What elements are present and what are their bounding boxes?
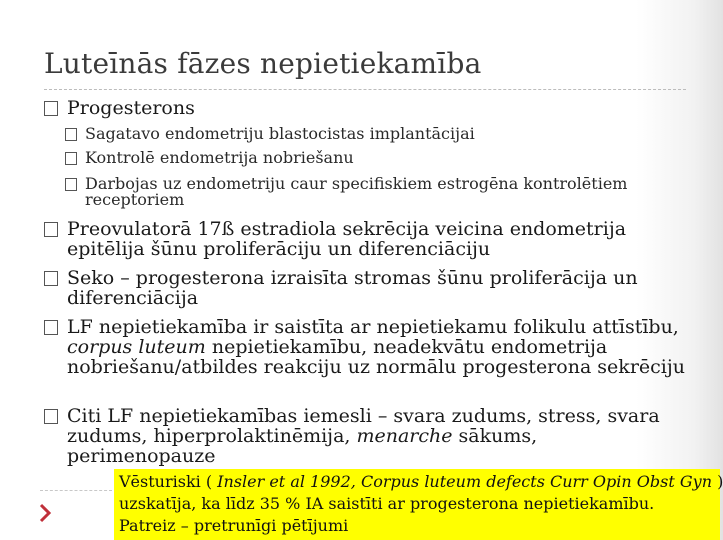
slide-title: Luteīnās fāzes nepietiekamība bbox=[44, 47, 482, 80]
bullet-text-italic: menarche bbox=[356, 425, 453, 447]
bullet-text: Preovulatorā 17ß estradiola sekrēcija veicina endometrija epitēlija šūnu proliferāciju un diferenciāciju bbox=[67, 218, 627, 260]
square-bullet-icon bbox=[44, 320, 58, 335]
bullet-text-part: sākums, perimenopauze bbox=[67, 425, 538, 467]
square-bullet-icon bbox=[65, 152, 77, 165]
sub-bullet-1 bbox=[65, 126, 685, 142]
bullet-text: Seko – progesterona izraisīta stromas šūnu proliferācija un diferenciācija bbox=[67, 267, 638, 309]
sub-bullet-text: Sagatavo endometriju blastocistas implantācijai bbox=[85, 124, 475, 143]
square-bullet-icon bbox=[65, 128, 77, 141]
square-bullet-icon bbox=[44, 409, 58, 424]
sub-bullet-text: Darbojas uz endometriju caur specifiskiem estrogēna kontrolētiem receptoriem bbox=[85, 174, 628, 209]
square-bullet-icon bbox=[44, 222, 58, 237]
callout-line-3: Patreiz – pretrunīgi pētījumi bbox=[119, 516, 349, 535]
bullet-text-italic: corpus luteum bbox=[67, 336, 206, 358]
sub-bullet-text: Kontrolē endometrija nobriešanu bbox=[85, 148, 354, 167]
bullet-text-part: Citi LF nepietiekamības iemesli – svara zudums, stress, svara zudums, hiperprolaktinēmija, bbox=[67, 405, 660, 447]
sub-bullet-2 bbox=[65, 150, 685, 166]
sub-bullet-3 bbox=[65, 176, 677, 208]
callout-line-2: uzskatīja, ka līdz 35 % IA saistīti ar progesterona nepietiekamību. bbox=[119, 494, 655, 513]
bullet-citi-iemesli bbox=[44, 406, 684, 466]
chevron-right-icon[interactable] bbox=[38, 503, 52, 523]
square-bullet-icon bbox=[44, 101, 58, 116]
bullet-text bbox=[67, 317, 692, 377]
footer-divider bbox=[40, 490, 112, 491]
callout-prefix: Vēsturiski ( bbox=[119, 472, 218, 491]
bullet-seko bbox=[44, 268, 684, 308]
title-divider bbox=[44, 89, 686, 90]
bullet-text bbox=[67, 406, 667, 466]
square-bullet-icon bbox=[44, 271, 58, 286]
bullet-lf-nepietiekamiba bbox=[44, 317, 694, 377]
callout-suffix: ) bbox=[712, 472, 723, 491]
bullet-estradiols bbox=[44, 219, 684, 259]
square-bullet-icon bbox=[65, 178, 77, 191]
bullet-text-part: LF nepietiekamība ir saistīta ar nepietiekamu folikulu attīstību, bbox=[67, 316, 679, 338]
bullet-text-part: nepietiekamību, neadekvātu endometrija nobriešanu/atbildes reakciju uz normālu progesterona sekrēciju bbox=[67, 336, 685, 378]
bullet-text: Progesterons bbox=[67, 97, 195, 119]
historical-note-callout bbox=[114, 469, 723, 540]
bullet-progesterons bbox=[44, 98, 684, 118]
callout-line-1 bbox=[119, 471, 723, 493]
callout-citation: Insler et al 1992, Corpus luteum defects Curr Opin Obst Gyn bbox=[217, 472, 712, 491]
